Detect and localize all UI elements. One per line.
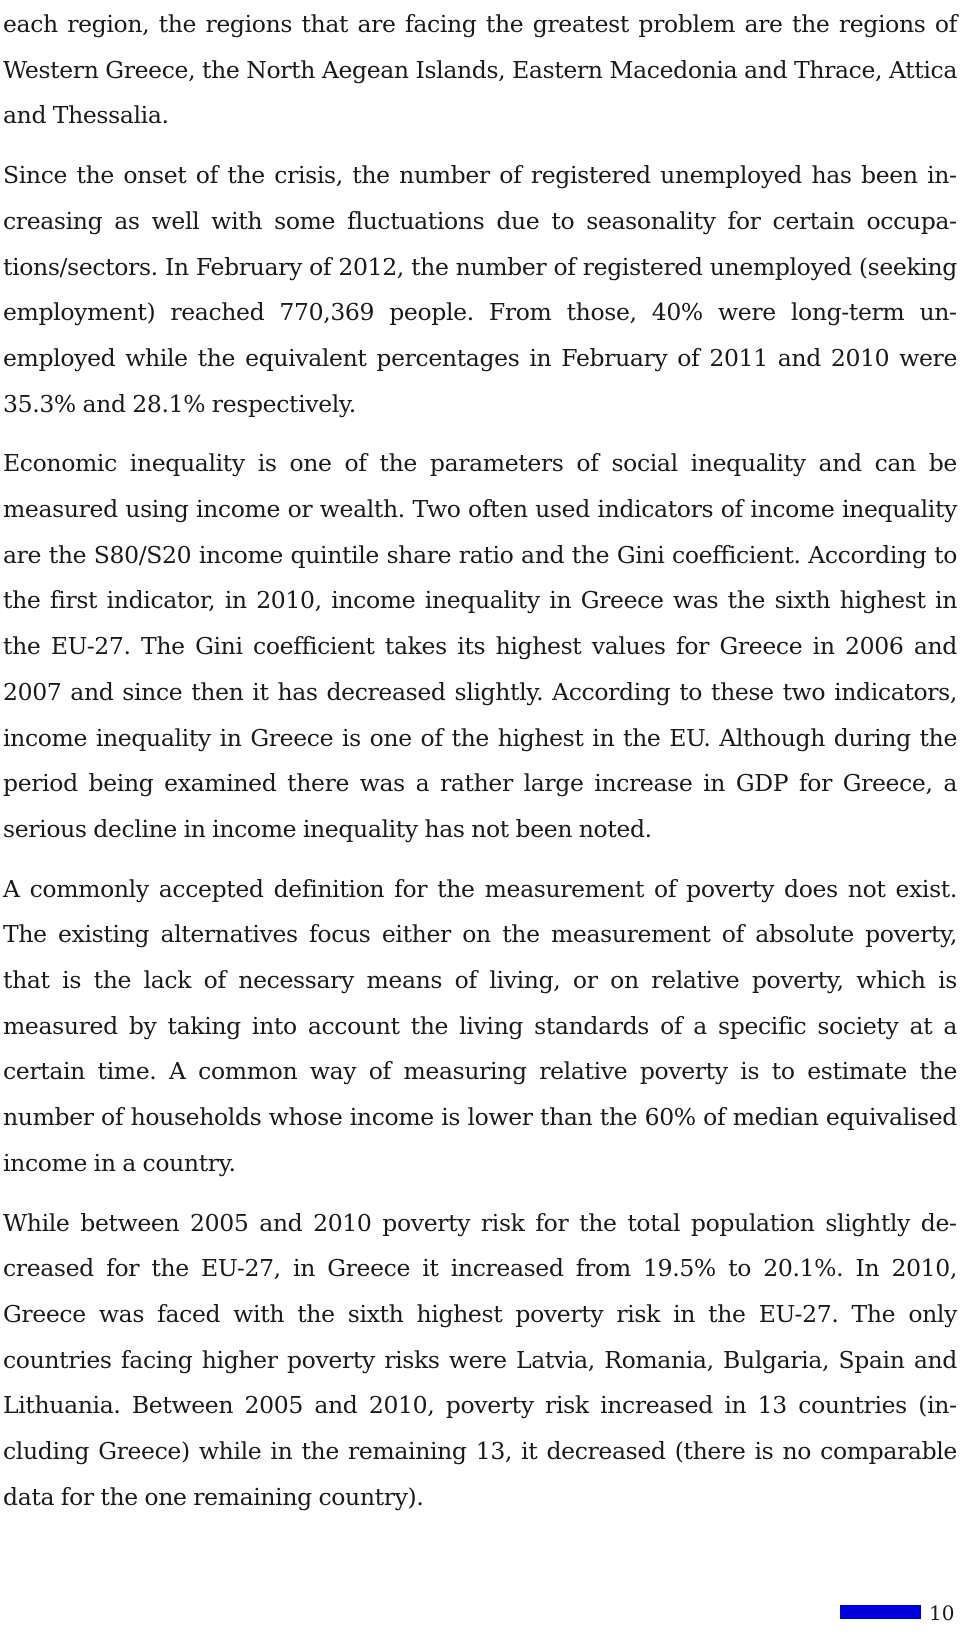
paragraph-inequality: Economic inequality is one of the parameters of social inequality and can be measured using income or wealth. Two often used indicators of income inequality are the S80/S20 income quintile share ratio and the Gini coefficient. According to the first indicator, in 2010, income inequality in Greece was the sixth highest in the EU-27. The Gini coefficient takes its highest values for Greece in 2006 and 2007 and since then it has decreased slightly. According to these two indicators, income inequality in Greece is one of the highest in the EU. Although during the period being examined there was a rather large increase in GDP for Greece, a serious decline in income inequality has not been noted. (3, 449, 957, 843)
footer-accent-bar (840, 1605, 921, 1619)
body-text (3, 2, 957, 1535)
paragraph-unemployment: Since the onset of the crisis, the number of registered unemployed has been increasing as well with some fluctuations due to seasonality for certain occupations/sectors. In February of 2012, the number of registered unemployed (seeking employment) reached 770,369 people. From those, 40% were long-term unemployed while the equivalent percentages in February of 2011 and 2010 were 35.3% and 28.1% respectively. (3, 161, 957, 418)
paragraph-regions: each region, the regions that are facing the greatest problem are the regions of Western Greece, the North Aegean Islands, Eastern Macedonia and Thrace, Attica and Thessalia. (3, 10, 957, 130)
paragraph-poverty-definition: A commonly accepted definition for the measurement of poverty does not exist. The existing alternatives focus either on the measurement of absolute poverty, that is the lack of necessary means of living, or on relative poverty, which is measured by taking into account the living standards of a specific society at a certain time. A common way of measuring relative poverty is to estimate the number of households whose income is lower than the 60% of median equivalised income in a country. (3, 874, 957, 1177)
page-number: 10 (929, 1601, 955, 1625)
paragraph-poverty-risk: While between 2005 and 2010 poverty risk for the total population slightly decreased for the EU-27, in Greece it increased from 19.5% to 20.1%. In 2010, Greece was faced with the sixth highest poverty risk in the EU-27. The only countries facing higher poverty risks were Latvia, Romania, Bulgaria, Spain and Lithuania. Between 2005 and 2010, poverty risk increased in 13 countries (including Greece) while in the remaining 13, it decreased (there is no comparable data for the one remaining country). (3, 1208, 957, 1511)
